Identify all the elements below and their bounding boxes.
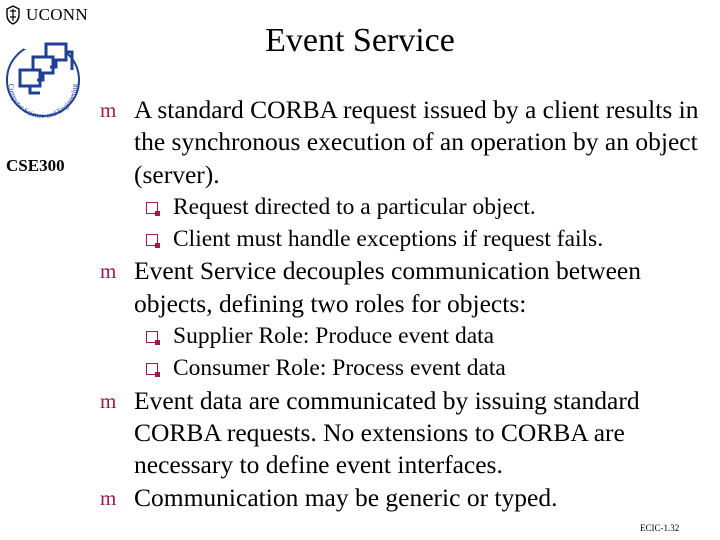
bullet-text: A standard CORBA request issued by a client results in the synchronous execution of an operation by an object (server). bbox=[134, 95, 699, 189]
bullet-icon: m bbox=[100, 259, 117, 284]
sub-bullet-text: Client must handle exceptions if request fails. bbox=[173, 226, 604, 253]
bullet-item bbox=[100, 94, 712, 191]
square-bullet-icon bbox=[146, 363, 158, 375]
sub-bullet-item bbox=[100, 320, 712, 352]
bullet-text: Communication may be generic or typed. bbox=[134, 482, 558, 512]
slide-title: Event Service bbox=[265, 22, 455, 59]
sub-bullet-item bbox=[100, 352, 712, 384]
institution-name: UCONN bbox=[26, 5, 88, 24]
sub-bullet-text: Supplier Role: Produce event data bbox=[173, 323, 495, 350]
logo-ring-text: Computer Science and Engineering bbox=[6, 83, 80, 120]
department-logo bbox=[0, 30, 86, 120]
square-bullet-icon bbox=[146, 331, 158, 343]
sub-bullet-text: Consumer Role: Process event data bbox=[173, 355, 506, 382]
course-code: CSE300 bbox=[6, 156, 65, 175]
bullet-text: Event data are communicated by issuing standard CORBA requests. No extensions to CORBA are necessary to define event interfaces. bbox=[134, 385, 640, 480]
sub-bullet-item bbox=[100, 191, 712, 223]
slide-footer-id: ECIC-1.32 bbox=[640, 523, 680, 533]
sub-bullet-text: Request directed to a particular object. bbox=[173, 193, 536, 220]
bullet-list bbox=[100, 94, 712, 514]
square-bullet-icon bbox=[146, 202, 158, 214]
bullet-icon: m bbox=[100, 98, 117, 122]
bullet-icon: m bbox=[100, 388, 117, 413]
bullet-item bbox=[100, 482, 712, 514]
bullet-text: Event Service decouples communication between objects, defining two roles for objects: bbox=[134, 256, 641, 318]
square-bullet-icon bbox=[146, 234, 158, 246]
sub-bullet-item bbox=[100, 223, 712, 255]
bullet-icon: m bbox=[100, 485, 117, 510]
bullet-item bbox=[100, 255, 712, 320]
bullet-item bbox=[100, 385, 712, 482]
